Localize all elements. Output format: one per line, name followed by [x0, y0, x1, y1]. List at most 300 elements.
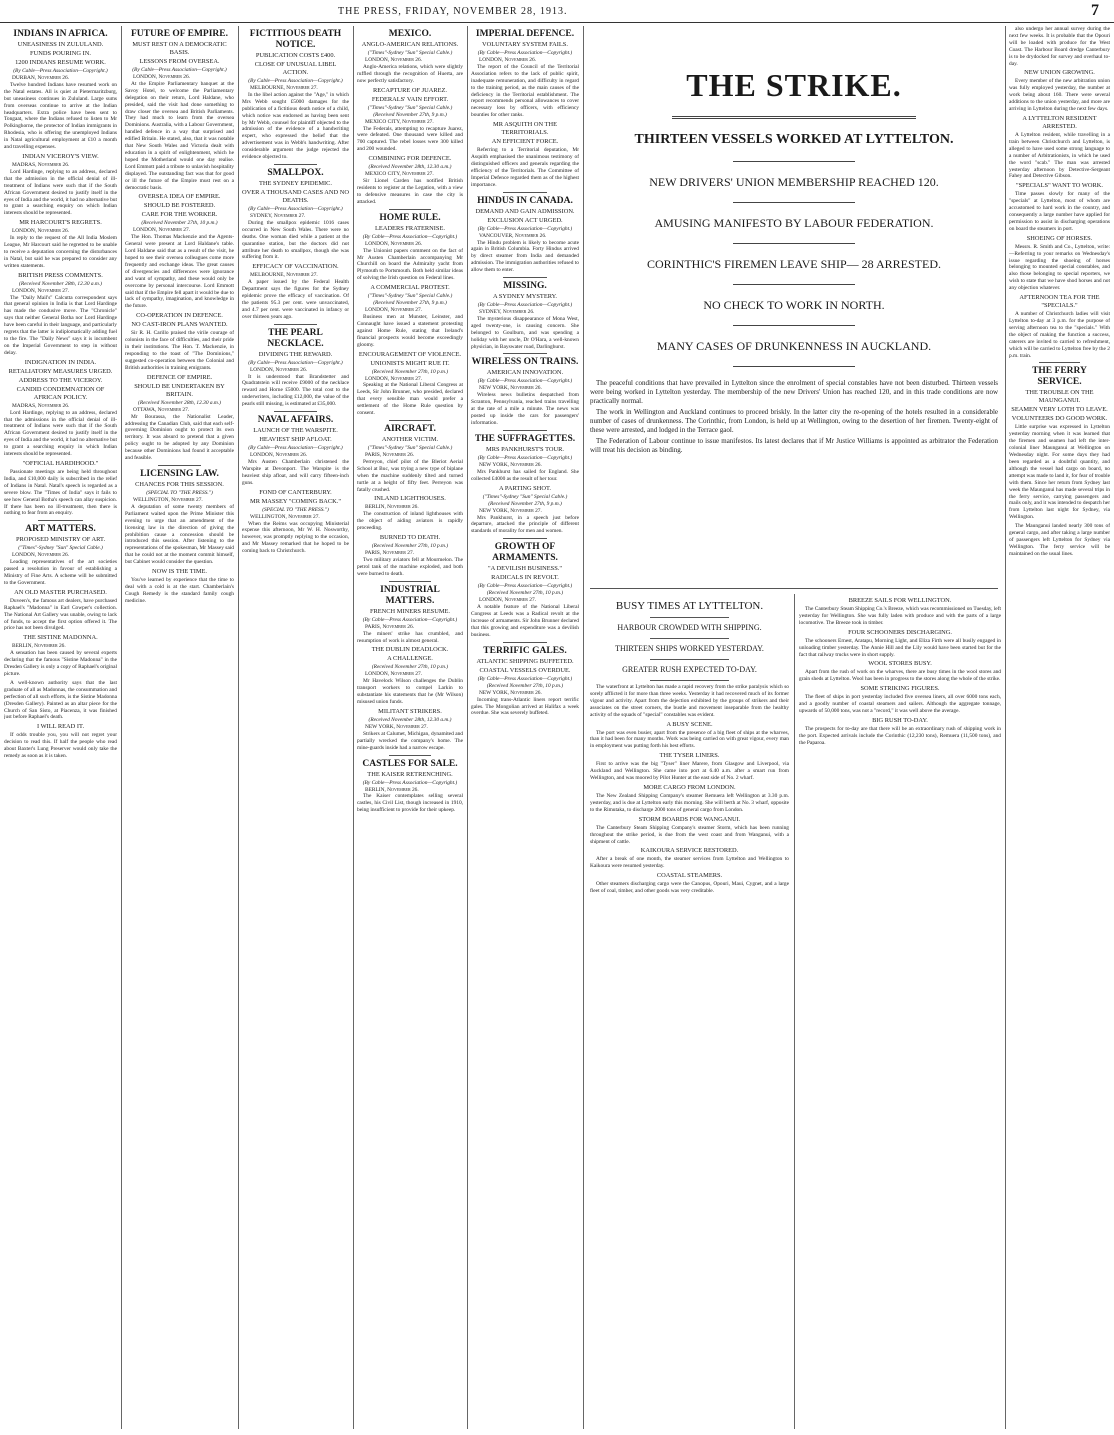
subheading: UNEASINESS IN ZULULAND. [17, 41, 104, 48]
dateline: LONDON, November 26. [479, 57, 536, 63]
byline: (Received November 27th, 10 p.m.) [371, 368, 449, 375]
dateline: LONDON, November 26. [365, 240, 422, 247]
subheading: STORM BOARDS FOR WANGANUI. [638, 815, 741, 823]
article-body: A paper issued by the Federal Health Department says the figures for the Sydney epidemic prove the efficacy of vaccination. Of the patients 95.3 per cent. were unvaccinated, and 4.7 per cent. were vaccinated in infancy or over thirteen years ago. [242, 279, 349, 320]
divider [274, 411, 317, 412]
subheading: CO-OPERATION IN DEFENCE. [136, 312, 223, 320]
subheading: SOME STRIKING FIGURES. [860, 685, 940, 693]
article-body: At the Empire Parliamentary banquet at the Savoy Hotel, to welcome the Parliamentary delegation on their return, Lord Haldane, who presided, said the visit had done something to draw closer the oversea and British Parliaments. They had much to learn from the oversea Dominions. Australia, with a Labour Government, handled defence in a way that surprised and edified Britain. He stated, also, that it was notable that New South Wales and Victoria dealt with education in a spirit of enlightenment, which he hoped the Motherland would one day realise. Lord Emmott paid a tribute to unlavish hospitality displayed. The outstanding fact was that for good or ill the future of the Empire must rest on a democratic basis. [125, 80, 234, 191]
subheading: RADICALS IN REVOLT. [491, 574, 559, 582]
article-body: During the smallpox epidemic 1016 cases occurred in New South Wales. There were no deaths. One woman died while a patient at the quarantine station, but the doctors did not attribute her death to smallpox, though she was suffering from it. [242, 219, 349, 261]
subheading: INDIGNATION IN INDIA. [24, 358, 97, 366]
divider [650, 680, 730, 681]
subheading: THE DUBLIN DEADLOCK. [371, 646, 449, 654]
subheading: MUST REST ON A DEMOCRATIC BASIS. [132, 41, 227, 56]
article-body: In reply to the request of the All India Moslem League, Mr Harcourt said he regretted to be unable to receive a deputation concerning the disturbances in Natal, but said he was prepared to consider any written statements. [4, 235, 117, 269]
subheading: INDIAN VICEROY'S VIEW. [22, 152, 99, 160]
byline: (By Cable—Press Association—Copyright.) [13, 68, 108, 74]
dateline: NEW YORK, November 27. [365, 723, 428, 730]
divider [274, 324, 317, 325]
article-body: Duveen's, the famous art dealers, have purchased Raphael's "Madonna" in Earl Cowper's collection. The National Art Gallery was unable, owing to lack of funds, to accept the first option offered it. The price has not been divulged. [4, 597, 117, 632]
divider [733, 325, 855, 326]
strike-subheading: NO CHECK TO WORK IN NORTH. [703, 298, 885, 312]
subheading: AMERICAN INNOVATION. [486, 369, 564, 377]
strike-headline: THE STRIKE. [686, 67, 902, 103]
dateline: BERLIN, November 26. [365, 504, 419, 511]
headline: IMPERIAL DEFENCE. [475, 29, 575, 39]
headline: THE FERRY SERVICE. [1032, 366, 1087, 388]
subheading: WOOL STORES BUSY. [868, 660, 932, 668]
article-body: When the Reims was occupying Ministerial expense this afternoon, Mr W. H. Nosworthy, however, was promptly replying to the occasion, and Mr Massey remarked that he hoped to be coming back to Christchurch. [242, 520, 349, 555]
article-body: The mysterious disappearance of Mona West, aged twenty-one, is causing concern. She belonged to Goulburn, and was spending a holiday with her uncle, Dr O'Hara, a well-known physician, in Bayswater road, Darlinghurst. [471, 315, 579, 350]
byline: ("Times"-Sydney "Sun" Special Cable.) [367, 104, 453, 111]
divider [503, 192, 546, 193]
article-body: The prospects for to-day are that there will be an extraordinary rush of shipping work in the port. Expected arrivals include the Corinthic (12,230 tons), Remuera (11,500 tons), and the Paparoa. [799, 725, 1001, 746]
subheading: ANGLO-AMERICAN RELATIONS. [361, 41, 459, 48]
subheading: SHOULD BE UNDERTAKEN BY BRITAIN. [134, 382, 225, 398]
dateline: PARIS, November 26. [365, 623, 415, 630]
subheading: BURNED TO DEATH. [379, 534, 441, 542]
divider [733, 366, 855, 367]
column-rule [121, 26, 122, 1429]
byline: (SPECIAL TO "THE PRESS.") [146, 489, 213, 496]
subheading: 1200 INDIANS RESUME WORK. [15, 59, 106, 66]
subheading: FEDERALS' VAIN EFFORT. [371, 95, 449, 103]
article-body: Apart from the rush of work on the wharves, there are busy times in the wool stores and grain sheds at Lyttelton. Wool has been in progress to the stores along the whole of the strike. [799, 669, 1001, 683]
column-rule [794, 594, 795, 1429]
subheading: HARBOUR CROWDED WITH SHIPPING. [617, 623, 762, 632]
headline: FICTITIOUS DEATH NOTICE. [249, 29, 342, 50]
dateline: LONDON, November 27. [365, 671, 422, 678]
subheading: THE TROUBLE ON THE MAUNGANUI. [1025, 389, 1094, 405]
divider [274, 164, 317, 165]
headline: INDUSTRIAL MATTERS. [380, 584, 440, 606]
dateline: LONDON, November 27. [479, 597, 536, 604]
divider [733, 243, 855, 244]
headline: HOME RULE. [379, 212, 441, 223]
byline: (Received November 27th, 9 p.m.) [373, 111, 447, 118]
subheading: COASTAL STEAMERS. [656, 872, 723, 880]
dateline: LONDON, November 27. [12, 287, 69, 294]
dateline: NEW YORK, November 26. [479, 689, 542, 696]
article-body: It is understood that Brandstetter and Quadratstein will receive £9000 of the necklace reward and Horne £5000. The total cost to the underwriters, including £12,000, the value of the pearls still missing, is estimated at £35,000. [242, 373, 349, 408]
subheading: CHANCES FOR THIS SESSION. [135, 480, 224, 488]
article-body: The Hon. Thomas Mackenzie and the Agents-General were present at Lord Haldane's table. Lord Haldane said that as a result of the visit, he hoped to see their oversea colleagues come more frequently and exchange ideas. The great causes of divergencies and differences were ignorance and want of sympathy, and these would only be overcome by personal intercourse. Lord Emmott said that if the Empire fell apart it would be due to lack of sympathy, imagination, and knowledge in the future. [125, 234, 234, 310]
subheading: DEMAND AND GAIN ADMISSION. [475, 207, 575, 215]
article-body: The waterfront at Lyttelton has made a rapid recovery from the strike paralysis which so sorely afflicted it for more than three weeks. Yesterday it had recovered much of its former vigour and activity. Apart from the dejection exhibited by the groups of strikers and their associates on the street corners, the bustle and movement inseparable from the healthy activity of the squads of "special" constables was evident. [590, 684, 789, 718]
headline: WIRELESS ON TRAINS. [471, 357, 579, 368]
article-body: The work in Wellington and Auckland continues to proceed briskly. In the latter city the re-opening of the hotels resulted in a considerable number of cases of drunkenness. The Corinthic, from London, is held up at Wellington, owing to the desertion of her firemen. Twenty-eight of these were arrested, and lodged in the Terrace gaol. [590, 408, 998, 434]
article-body: The report of the Council of the Territorial Association refers to the lack of public spirit, inadequate remuneration, and difficulty in regard to the training period, as the main causes of the deficiency in the Territorial establishment. The report recommends personal allowances to cover necessary loss by officers, with efficiency bounties for other ranks. [471, 63, 579, 119]
byline: (By Cable—Press Association—Copyright.) [248, 445, 343, 452]
article-body: Mrs Pankhurst has sailed for England. She collected £4000 as the result of her tour. [471, 468, 579, 482]
article-body: Strikers at Calumet, Michigan, dynamited and partially wrecked the company's home. The mine-guards inside had a narrow escape. [357, 730, 463, 751]
article-body: Perreyon, chief pilot of the Bleriot Aerial School at Buc, was trying a new type of biplane when the machine suddenly tilted and turned turtle at a height of fifty feet. Perreyon was fatally crushed. [357, 458, 463, 493]
subheading: OVER A THOUSAND CASES AND NO DEATHS. [242, 188, 349, 204]
byline: (Received November 27th, 10 p.m.) [486, 590, 564, 597]
article-body: The construction of inland lighthouses with the object of aiding aviators is rapidly proceeding. [357, 511, 463, 532]
column-2 [125, 26, 234, 1429]
headline: SMALLPOX. [267, 167, 324, 178]
divider [1039, 362, 1079, 363]
column-1 [4, 26, 117, 1429]
byline: ("Times"-Sydney "Sun" Special Cable.) [18, 545, 103, 552]
column-8 [1009, 26, 1110, 1429]
dateline: MELBOURNE, November 27. [250, 272, 318, 279]
subheading: GREATER RUSH EXPECTED TO-DAY. [622, 665, 757, 674]
divider [503, 642, 546, 643]
article-body: A Lyttelton resident, while travelling in a train between Christchurch and Lyttelton, is alleged to have used some strong language to a number of Arbitrationists, in which he used the word "scab." The man was arrested yesterday afternoon by Detective-Sergeant Fahey and Detective Gibson. [1009, 131, 1110, 180]
headline: TERRIFIC GALES. [483, 645, 567, 656]
dateline: LONDON, November 27. [365, 375, 422, 382]
article-body: A well-known authority says that the last graduate of all as Madonnas, the consummation and perfection of all such efforts, is the Sistine Madonna (Dresden Gallery). Painted as an altar piece for the Church of San Sisto, at Piacenza, it was finished just before Raphael's death. [4, 679, 117, 721]
headline: MEXICO. [388, 29, 432, 39]
article-body: Twelve hundred Indians have resumed work on the Natal estates. All is quiet at Pietermaritzburg, but uneasiness continues in Zululand. Large sums from overseas continue to arrive at the Indian headquarters. Extra police have been sent to Tongaat, where the Indians refused to listen to Mr Polkinghorne, the protector of Indian immigrants in Rhodesia, who is offering the unemployed Indians in Natal agricultural employment at £10 a month and travelling expenses. [4, 81, 117, 151]
subheading: BIG RUSH TO-DAY. [872, 716, 928, 724]
divider [733, 202, 855, 203]
subheading: THIRTEEN SHIPS WORKED YESTERDAY. [615, 644, 764, 653]
subheading: NEW UNION GROWING. [1024, 69, 1095, 77]
subheading: MR HARCOURT'S REGRETS. [19, 219, 102, 227]
dateline: PARIS, November 26. [365, 452, 415, 458]
headline: FUTURE OF EMPIRE. [130, 29, 229, 39]
byline: (By Cable—Press Association—Copyright.) [477, 302, 573, 309]
divider [590, 588, 998, 589]
shipping-notes [799, 596, 1001, 1429]
column-rule [467, 26, 468, 1429]
article-body: A deputation of some twenty members of Parliament waited upon the Prime Minister this evening to urge that an amendment of the licensing law in the direction of giving the prohibition cause a concession should be introduced this session. After listening to the representations of the spokesman, Mr Massey said that he could not at the moment commit himself, but Cabinet would consider the question. [125, 503, 234, 566]
subheading: "OFFICIAL HARDIHOOD." [22, 459, 99, 467]
byline: (By Cable—Press Association—Copyright.) [477, 378, 573, 385]
headline: NAVAL AFFAIRS. [257, 415, 334, 426]
article-body: Little surprise was expressed in Lyttelton yesterday morning when it was learned that the firemen and seamen had left the inter-colonial liner Maunganui at Wellington on Wednesday night. For some days they had been regarded as a doubtful quantity, and although the vessel had cargo on board, no attempt was made to land it, for fear of trouble with them. Since her return from Sydney last week the Maunganui has made several trips in the ferry service, carrying passengers and mails only, and it was intended to despatch her from Lyttelton last night for Sydney, via Wellington. [1009, 424, 1110, 521]
byline: (Received November 28th, 12.30 a.m.) [138, 399, 221, 406]
subheading: SHOULD BE FOSTERED. [143, 202, 216, 210]
byline: (By Cable—Press Association—Copyright.) [362, 616, 458, 623]
article-body: Business men at Munster, Leinster, and Connaught have issued a statement protesting against Home Rule, stating that Ireland's financial prospects would become exceedingly gloomy. [357, 314, 463, 348]
subheading: BREEZE SAILS FOR WELLINGTON. [848, 597, 952, 604]
article-body: Mr Bourassa, the Nationalist Leader, addressing the Canadian Club, said that each self-governing Dominion ought to protect its own territory. It was absurd to pretend that a given policy ought to be adopted by any Dominion because other Dominions had found it acceptable and feasible. [125, 413, 234, 462]
strike-subheading: THIRTEEN VESSELS WORKED AT LYTTELTON. [634, 132, 954, 147]
dateline: SYDNEY, November 26. [479, 309, 535, 316]
article-body: The Kaiser contemplates selling several castles, his Civil List, though increased in 1910, being insufficient to provide for their upkeep. [357, 793, 463, 814]
divider [503, 430, 546, 431]
subheading: ANOTHER VICTIM. [381, 436, 439, 443]
dateline: MADRAS, November 26. [12, 161, 70, 168]
article-body: Mrs Austen Chamberlain christened the Warspite at Devonport. The Warspite is the heaviest ship afloat, and will carry fifteen-inch guns. [242, 459, 349, 486]
subheading: THE SYDNEY EPIDEMIC. [258, 179, 333, 187]
dateline: MADRAS, November 26. [12, 402, 70, 409]
dateline: NEW YORK, November 26. [479, 461, 542, 468]
masthead-title: THE PRESS, FRIDAY, NOVEMBER 28, 1913. [338, 6, 568, 17]
subheading: "SPECIALS" WANT TO WORK. [1015, 182, 1103, 190]
subheading: NOW IS THE TIME. [151, 568, 208, 576]
subheading: THE SISTINE MADONNA. [23, 634, 98, 642]
dateline: BERLIN, November 26. [12, 643, 66, 650]
subheading: THE TYSER LINERS. [659, 752, 720, 760]
strike-subheading: MANY CASES OF DRUNKENNESS IN AUCKLAND. [656, 339, 932, 353]
subheading: ENCOURAGEMENT OF VIOLENCE. [358, 350, 462, 358]
article-body: Time passes slowly for many of the "specials" at Lyttelton, most of whom are accustomed to hard work in the country, and consequently a large number have applied for permission to assist in discharging operations on board the steamers in port. [1009, 191, 1110, 232]
dateline: LONDON, November 26. [250, 452, 307, 459]
article-body: Speaking at the National Liberal Congress at Leeds, Sir John Brunner, who presided, declared that every sensible man would prefer a settlement of the Home Rule question by consent. [357, 382, 463, 417]
headline: MISSING. [503, 281, 547, 292]
subheading: UNIONISTS MIGHT RUE IT. [370, 359, 450, 367]
subheading: I WILL READ IT. [36, 723, 85, 731]
article-body: Other steamers discharging cargo were the Canopus, Opouri, Maui, Cygnet, and a large fleet of coal, timber, and other goods was very creditable. [590, 881, 789, 895]
subheading: KAIKOURA SERVICE RESTORED. [640, 847, 739, 855]
divider [38, 520, 83, 521]
byline: (Received November 27th, 9 p.m.) [488, 500, 562, 507]
dateline: DURBAN, November 26. [12, 75, 69, 81]
article-body: Mrs Pankhurst, in a speech just before departure, attacked the principle of different standards of morality for men and women. [471, 514, 579, 535]
strike-subheading: AMUSING MANIFESTO BY LABOUR FEDERATION. [654, 216, 934, 230]
article-body: Lord Hardinge, replying to an address, declared that the admission in the official denial of ill-treatment of Indians were such that if the South African Government desired to justify itself in the eyes of India and the world, it had no alternative but to grant a searching enquiry on which Indian interests should be represented. [4, 168, 117, 217]
subheading: A LYTTELTON RESIDENT ARRESTED. [1022, 114, 1097, 130]
subheading: OVERSEA IDEA OF EMPIRE. [138, 193, 221, 201]
subheading: A COMMERCIAL PROTEST. [370, 284, 450, 292]
article-body: You've learned by experience that the time to deal with a cold is at the start. Chamberlain's Cough Remedy is the standard family cough medicine. [125, 577, 234, 604]
headline: BUSY TIMES AT LYTTELTON. [615, 600, 764, 612]
page-number: 7 [1091, 2, 1100, 19]
subheading: HEAVIEST SHIP AFLOAT. [259, 436, 332, 444]
byline: (By Cable—Press Association—Copyright.) [248, 359, 343, 366]
subheading: A SYDNEY MYSTERY. [492, 293, 558, 301]
divider [503, 538, 546, 539]
article-body: The "Daily Mail's" Calcutta correspondent says that general opinion in India is that Lord Hardinge has made the condusive move. The "Chronicle" says that neither General Botha nor Lord Hardinge have been careful in their language, and particularly regrets that the latter is indiplomatically adding fuel to the fire. The "Daily News" says it is incumbent on the Imperial Government to step in without delay. [4, 294, 117, 356]
byline: (By Cable—Press Association—Copyright.) [362, 779, 458, 786]
divider [650, 638, 730, 639]
subheading: PROPOSED MINISTRY OF ART. [15, 536, 106, 544]
dateline: LONDON, November 26. [12, 552, 69, 559]
article-body: Lord Hardinge, replying to an address, declared that the admissions in the official denial of ill-treatment of Indians were such that if the South African Government desired to justify itself in the eyes of India and the world, it had no alternative but to grant a searching enquiry in which Indian interests should be represented. [4, 409, 117, 458]
article-body: The peaceful conditions that have prevailed in Lyttelton since the enrolment of special constables have not been disturbed. Thirteen vessels were being worked in Lyttelton yesterday. The membership of the new Drivers' Union has reached 120, and in this trade conditions are now practically normal. [590, 379, 998, 405]
article-body: Sir Lionel Carden has notified British residents to register at the Legation, with a view to defensive measures in case the city is attacked. [357, 178, 463, 205]
dateline: LONDON, November 27. [365, 307, 422, 314]
dateline: MEXICO CITY, November 27. [365, 171, 434, 178]
article-body: In the libel action against the "Age," in which Mrs Webb sought £5000 damages for the publication of a fictitious death notice of a child, which notice was endorsed as having been sent by Mr Webb, counsel for plaintiff objected to the admission of the evidence of a handwriting expert, who expressed the belief that the advertisement was in Webb's handwriting. After considerable argument the judge rejected the evidence objected to. [242, 91, 349, 161]
subheading: MRS PANKHURST'S TOUR. [486, 445, 564, 453]
article-body: Mr Havelock Wilson challenges the Dublin transport workers to compel Larkin to substantiate his statements that he (Mr Wilson) misused union funds. [357, 678, 463, 706]
subheading: A CHALLENGE. [387, 655, 433, 663]
subheading: A BUSY SCENE. [666, 720, 713, 728]
byline: (By Cable—Press Association—Copyright.) [477, 225, 573, 232]
subheading: COASTAL VESSELS OVERDUE. [479, 666, 571, 674]
headline: AIRCRAFT. [384, 424, 436, 434]
subheading: INLAND LIGHTHOUSES. [374, 495, 446, 503]
subheading: SHOEING OF HORSES. [1026, 234, 1093, 242]
column-rule [238, 26, 239, 1429]
byline: (By Cable—Press Association—Copyright.) [248, 205, 343, 212]
dateline: MEXICO CITY, November 27. [365, 118, 434, 125]
article-body: The New Zealand Shipping Company's steamer Remuera left Wellington at 3.30 p.m. yesterday, and is due at Lyttelton early this morning. She will berth at No. 3 wharf, opposite to the Rimutaka, to discharge 2000 tons of general cargo from London. [590, 792, 789, 813]
byline: (Received November 27th, 10 p.m.) [371, 664, 449, 671]
busy-times-article [590, 596, 789, 1429]
subheading: LEADERS FRATERNISE. [375, 224, 445, 232]
byline: (By Cable—Press Association—Copyright.) [362, 233, 458, 240]
column-3 [242, 26, 349, 1429]
subheading: DIVIDING THE REWARD. [258, 350, 333, 358]
article-body: Leading representatives of the art societies passed a resolution in favour of establishing a Ministry of Fine Arts. A scheme will be submitted to the Government. [4, 559, 117, 586]
article-body: Anglo-America relations, which were slightly ruffled through the recognition of Huerta, are now perfectly satisfactory. [357, 63, 463, 84]
strike-article [590, 26, 998, 584]
subheading: "A DEVILISH BUSINESS." [488, 565, 562, 573]
article-body: Every member of the new arbitration union was fully employed yesterday, the number at work being about 160. There were several additions to the union yesterday, and more are arriving in Lyttelton during the next few days. [1009, 78, 1110, 113]
article-body: Referring to a Territorial deputation, Mr Asquith emphasised the unanimous testimony of distinguished officers and generals regarding the efficiency of the Territorials. The Committee of Imperial Defence regarded them as of the highest importance. [471, 147, 579, 188]
subheading: NO CAST-IRON PLANS WANTED. [131, 321, 228, 329]
dateline: LONDON, November 26. [365, 57, 422, 63]
subheading: FUNDS POURING IN. [30, 50, 91, 57]
article-body: Wireless news bulletins despatched from Scranton, Pennsylvania, reached trains travelling at the rate of a mile a minute. The news was posted up inside the cars for passengers' information. [471, 392, 579, 426]
divider [733, 161, 855, 162]
headline: ART MATTERS. [25, 524, 96, 535]
divider [650, 617, 730, 618]
masthead [0, 0, 1114, 23]
article-body: Messrs. R. Smith and Co., Lyttelton, write:—Referring to your remarks on Wednesday's issue regarding the shoeing of horses belonging to mounted special constables, and also those belonging to special reporters, we wish to state that we have shod horses and not any objection whatever. [1009, 243, 1110, 292]
dateline: LONDON, November 26. [133, 74, 190, 80]
subheading: SEAMEN VERY LOTH TO LEAVE. [1011, 406, 1108, 414]
dateline: WELLINGTON, November 27. [133, 496, 203, 503]
column-rule [1005, 26, 1006, 1429]
article-body: The fleet of ships in port yesterday included five oversea liners, all over 6000 tons each, and a goodly number of coastal steamers and sailers. Although the aggregate tonnage, upwards of 50,000 tons, was not a "record," it was well above the average. [799, 694, 1001, 715]
byline: (Received November 28th, 12.30 a.m.) [368, 164, 452, 171]
byline: (Received November 28th, 12.30 a.m.) [19, 280, 102, 287]
byline: (Received November 27th, 10 p.m.) [486, 682, 564, 689]
subheading: EXCLUSION ACT URGED. [487, 216, 563, 224]
byline: (By Cable—Press Association—Copyright.) [132, 67, 227, 73]
byline: (Received November 27th, 10 p.m.) [141, 220, 218, 227]
byline: (Received November 28th, 12.30 a.m.) [368, 716, 452, 723]
article-body: Two military aviators fell at Mourmelon. The petrol tank of the machine exploded, and both were burned to death. [357, 556, 463, 577]
subheading: VOLUNTEERS DO GOOD WORK. [1011, 415, 1108, 423]
byline: ("Times"-Sydney "Sun" Special Cable.) [367, 445, 453, 451]
subheading: LESSONS FROM OVERSEA. [139, 58, 220, 65]
article-body: Sir R. H. Carillo praised the virile courage of colonists in the face of difficulties, and their pride in their institutions. The Hon. T. Mackenzie, in responding to the toast of "The Dominions," suggested co-operation between the Colonial and British authorities in training emigrants. [125, 330, 234, 371]
divider [733, 284, 855, 285]
subheading: BRITISH PRESS COMMENTS. [18, 271, 103, 279]
divider [672, 116, 917, 119]
subheading: A PARTING SHOT. [499, 484, 551, 492]
article-body: A notable feature of the National Liberal Congress at Leeds was a Radical revolt at the increase of armaments. Sir John Brunner declared that this growing and expenditure was a devilish business. [471, 604, 579, 638]
article-body: The Federation of Labour continue to issue manifestos. Its latest declares that if Mr Justice Williams is appointed as arbitrator the Federation will treat his decision as binding. [590, 437, 998, 454]
divider [389, 755, 431, 756]
column-rule [353, 26, 354, 1429]
dateline: WELLINGTON, November 27. [250, 513, 320, 520]
subheading: RETALIATORY MEASURES URGED. [8, 367, 113, 375]
headline: GROWTH OF ARMAMENTS. [492, 542, 558, 564]
byline: (By Cable—Press Association—Copyright.) [477, 583, 573, 590]
divider [389, 581, 431, 582]
divider [389, 209, 431, 210]
subheading: RECAPTURE OF JUAREZ. [372, 86, 448, 94]
divider [158, 465, 202, 466]
subheading: EFFICACY OF VACCINATION. [252, 263, 339, 271]
divider [503, 353, 546, 354]
divider [650, 659, 730, 660]
dateline: NEW YORK, November 26. [479, 385, 542, 392]
byline: ("Times"-Sydney "Sun" Special Cable.) [367, 50, 453, 56]
subheading: MORE CARGO FROM LONDON. [643, 783, 736, 791]
subheading: FRENCH MINERS RESUME. [369, 607, 451, 615]
article-body: The schooners Ernest, Aratapu, Morning Light, and Eliza Firth were all busily engaged in unloading timber yesterday. The Annie Hill and the Lily would have been started but for the fact that railway trucks were in short supply. [799, 637, 1001, 658]
column-rule [583, 26, 584, 1429]
subheading: AN OLD MASTER PURCHASED. [14, 588, 107, 596]
headline: INDIANS IN AFRICA. [13, 29, 108, 39]
subheading: MR ASQUITH ON THE TERRITORIALS. [493, 121, 557, 137]
subheading: AFTERNOON TEA FOR THE "SPECIALS." [1019, 294, 1100, 310]
subheading: CARE FOR THE WORKER. [141, 211, 218, 219]
headline: THE SUFFRAGETTES. [474, 433, 576, 444]
subheading: DEFENCE OF EMPIRE. [146, 373, 213, 381]
byline: (By Cable—Press Association—Copyright.) [248, 78, 343, 84]
dateline: LONDON, November 27. [133, 227, 190, 234]
subheading: CLOSE OF UNUSUAL LIBEL ACTION. [254, 61, 337, 76]
byline: (By Cable—Press Association—Copyright.) [477, 675, 573, 682]
subheading: LAUNCH OF THE WARSPITE. [253, 427, 338, 435]
subheading: ADDRESS TO THE VICEROY. [18, 376, 103, 384]
subheading: ATLANTIC SHIPPING BUFFETED. [476, 657, 574, 665]
article-body: The Canterbury Steam Shipping Company's steamer Storm, which has been running throughout the strike period, is due from the west coast and from Wanganui, with a shipment of cattle. [590, 824, 789, 845]
byline: (Received November 27th, 10 p.m.) [371, 543, 449, 550]
headline: CASTLES FOR SALE. [362, 758, 458, 769]
subheading: FOND OF CANTERBURY. [259, 488, 332, 496]
subheading: THE KAISER RETRENCHING. [367, 770, 453, 778]
headline: THE PEARL NECKLACE. [267, 327, 324, 349]
dateline: SYDNEY, November 27. [250, 212, 306, 219]
dateline: MELBOURNE, November 27. [250, 85, 318, 91]
article-body: The miners' strike has crumbled, and resumption of work is almost general. [357, 630, 463, 644]
article-body: Passionate meetings are being held throughout India, and £10,000 daily is subscribed in the relief of Indians in Natal. Natal's speech is regarded as a severe blow. The "Times of India" says it fails to see how General Botha's speech can allay suspicion. If there has been no ill-treatment, then there is nothing to fear from an enquiry. [4, 468, 117, 517]
strike-subheading: CORINTHIC'S FIREMEN LEAVE SHIP— 28 ARRESTED. [647, 257, 941, 271]
headline: HINDUS IN CANADA. [477, 195, 573, 206]
dateline: OTTAWA, November 27. [133, 406, 190, 413]
byline: (SPECIAL TO "THE PRESS.") [262, 506, 329, 513]
subheading: MR MASSEY "COMING BACK." [250, 497, 341, 505]
dateline: BERLIN, November 26. [365, 786, 419, 793]
article-body: The Federals, attempting to recapture Juarez, were defeated. One thousand were killed and 700 captured. The rebel losses were 300 killed and 200 wounded. [357, 125, 463, 153]
byline: ("Times"-Sydney "Sun" Special Cable.) [367, 293, 453, 300]
article-body: If odds trouble you, you will not regret your decision to read this. If half the people who read about Baxter's Lung Preserver would only take the remedy as soon as it is taken. [4, 732, 117, 760]
article-body: The Maunganui landed nearly 300 tons of general cargo, and after taking a large number of passengers left Lyttelton for Sydney via Wellington. The ferry service will be maintained on the usual lines. [1009, 523, 1110, 557]
headline: LICENSING LAW. [140, 468, 219, 479]
article-body: The Unionist papers comment on the fact of Mr Austen Chamberlain accompanying Mr Churchill on board the Admiralty yacht from Plymouth to Portsmouth. Both held similar ideas of solving the Irish question on Federal lines. [357, 247, 463, 282]
divider [503, 277, 546, 278]
subheading: PUBLICATION COSTS £400. [255, 52, 336, 59]
article-body: A number of Christchurch ladies will visit Lyttelton to-day at 3 p.m. for the purpose of serving afternoon tea to the "specials." With the object of making the function a success, caterers are invited to carried to refreshment, which will be carried to Lyttelton free by the 2 p.m. train. [1009, 311, 1110, 359]
subheading: AN EFFICIENT FORCE. [491, 138, 559, 146]
dateline: LONDON, November 26. [250, 366, 307, 373]
subheading: CANDID CONDEMNATION OF AFRICAN POLICY. [16, 385, 105, 401]
article-body: The Canterbury Steam Shipping Co.'s Breeze, which was recommissioned on Tuesday, left yesterday for Wellington. She was fully laden with produce and with the parts of a large locomotive. The Breeze took in timber. [799, 606, 1001, 626]
subheading: FOUR SCHOONERS DISCHARGING. [848, 628, 952, 636]
subheading: COMBINING FOR DEFENCE. [368, 155, 452, 163]
subheading: VOLUNTARY SYSTEM FAILS. [482, 41, 568, 48]
dateline: NEW YORK, November 27. [479, 507, 542, 514]
column-5 [471, 26, 579, 1429]
article-body: After a break of one month, the steamer services from Lyttelton and Wellington to Kaikoura were resumed yesterday. [590, 856, 789, 870]
byline: ("Times"-Sydney "Sun" Special Cable.) [482, 493, 568, 500]
dateline: LONDON, November 26. [12, 228, 69, 235]
dateline: VANCOUVER, November 26. [479, 232, 547, 239]
byline: (By Cable—Press Association—Copyright.) [477, 454, 573, 461]
dateline: PARIS, November 27. [365, 550, 415, 557]
subheading: MILITANT STRIKERS. [378, 707, 442, 715]
strike-subheading: NEW DRIVERS' UNION MEMBERSHIP REACHED 120. [649, 175, 939, 189]
article-body: The port was even busier, apart from the presence of a big fleet of ships at the wharves, than it had been for many months. Work was being carried on with great vigour, every man in employment was putting forth his best efforts. [590, 729, 789, 750]
byline: (By Cable—Press Association—Copyright.) [477, 50, 573, 56]
column-4 [357, 26, 463, 1429]
byline: (Received November 27th, 9 p.m.) [373, 300, 447, 307]
